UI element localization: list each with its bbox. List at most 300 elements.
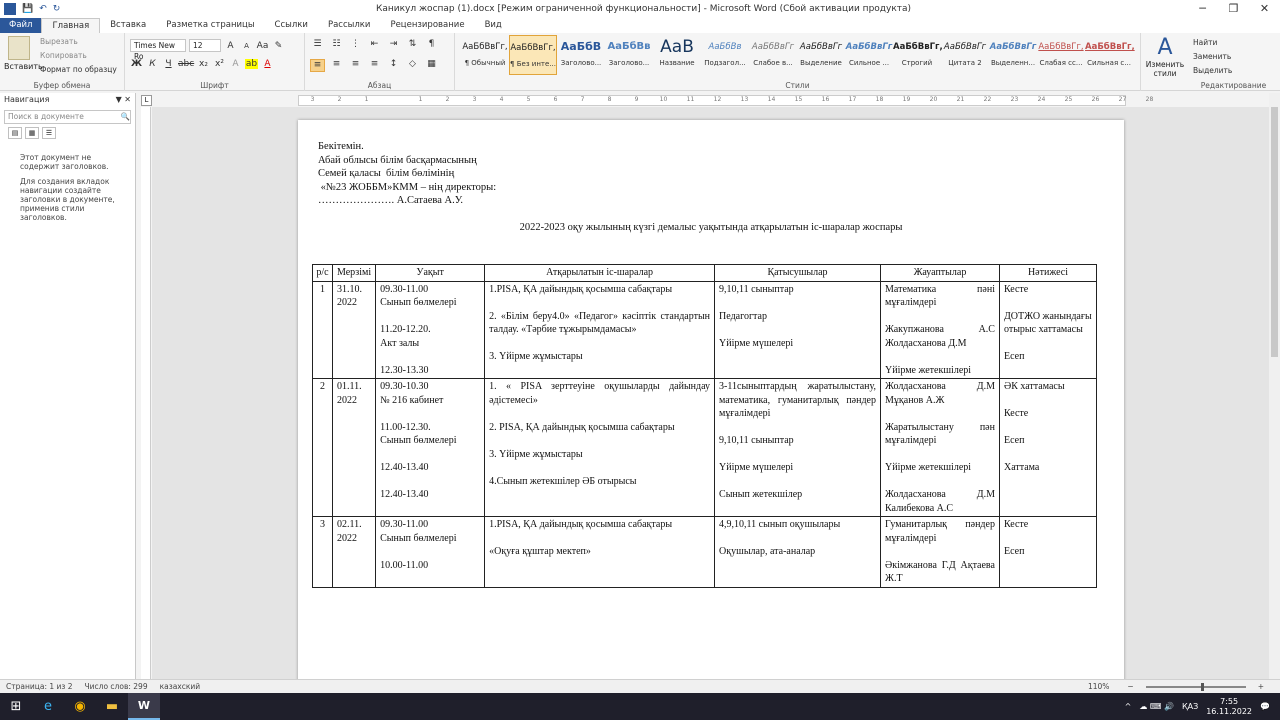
spacer (719, 475, 876, 489)
row-result-cell (999, 379, 1096, 517)
style-name: Выделение (800, 59, 842, 67)
item-responsible: Гуманитарлық пәндер мұғалімдері (885, 519, 995, 544)
strikethrough-button[interactable]: abc (178, 59, 195, 69)
style-name: Строгий (901, 59, 933, 67)
item-place: Сынып бөлмелері (380, 435, 457, 446)
restore-button[interactable]: ❐ (1228, 2, 1239, 15)
ruler-tick: 23 (1010, 96, 1019, 103)
row-responsible-cell (881, 281, 1000, 379)
style-subtitle[interactable] (701, 35, 749, 75)
select-button[interactable]: Выделить (1193, 66, 1233, 75)
ruler-tick: 5 (526, 96, 531, 103)
clock-time: 7:55 (1220, 696, 1239, 706)
decrease-indent-button[interactable]: ⇤ (370, 39, 379, 49)
header-line: «№23 ЖОББМ»КММ – нің директоры: (318, 181, 497, 193)
font-group-label: Шрифт (200, 81, 229, 90)
ruler-tick: 28 (1145, 96, 1154, 103)
item-participants: Үйірме мүшелері (719, 337, 794, 349)
style-quote-2[interactable] (941, 35, 989, 75)
document-page[interactable] (298, 120, 1124, 720)
file-explorer-icon[interactable]: ▬ (105, 699, 119, 714)
navigation-msg-2: Для создания вкладок навигации создайте заголовки в документе, применив стили заголовков. (20, 177, 115, 222)
item-event: 3. Үйірме жұмыстары (489, 351, 583, 362)
style-sample: АаБбВв (708, 42, 742, 52)
style-subtle-reference[interactable] (1037, 35, 1085, 75)
status-bar (0, 679, 1280, 693)
time-block (380, 364, 480, 378)
ruler-tick: 14 (767, 96, 776, 103)
style-intense-reference[interactable] (1085, 35, 1133, 75)
ruler-tick: 25 (1064, 96, 1073, 103)
horizontal-ruler[interactable] (298, 95, 1154, 106)
ruler-tick: 20 (929, 96, 938, 103)
ruler-tick: 21 (956, 96, 965, 103)
zoom-out-button[interactable]: − (1127, 682, 1134, 691)
spacer (489, 434, 710, 448)
row-date-cell: 31.10. 2022 (332, 281, 375, 379)
ruler-tick: 6 (553, 96, 558, 103)
word-count[interactable]: Число слов: 299 (84, 682, 148, 691)
style-title[interactable] (653, 35, 701, 75)
replace-button[interactable]: Заменить (1193, 52, 1232, 61)
row-result-cell (999, 281, 1096, 379)
col-time: Уақыт (376, 265, 485, 282)
item-time: 12.40-13.40 (380, 462, 429, 473)
nav-results-tab-icon[interactable]: ☰ (42, 127, 56, 139)
style-sample: АаБбВвГг, (462, 42, 508, 52)
spacer (719, 296, 876, 310)
item-time: 09.30-11.00 (380, 519, 429, 530)
taskbar (0, 693, 1280, 720)
window-title: Каникул жоспар (1).docx [Режим ограниченной функциональности] - Microsoft Word (Сбой активации продукта) (375, 3, 912, 14)
style-name: Заголово... (560, 59, 602, 67)
row-date-cell: 02.11. 2022 (332, 517, 375, 588)
language-indicator[interactable]: казахский (159, 682, 201, 691)
col-responsible: Жауаптылар (881, 265, 1000, 282)
shading-button[interactable]: ◇ (409, 59, 416, 69)
style-name: Выделенн... (990, 59, 1036, 67)
spacer (1004, 296, 1092, 310)
item-result: ДОТЖО жанындағы отырыс хаттамасы (1003, 310, 1092, 335)
word-taskbar-icon[interactable]: W (128, 693, 160, 720)
style-strong[interactable] (893, 35, 941, 75)
item-responsible: Үйірме жетекшілері (885, 364, 972, 376)
word-app-icon: W (5, 3, 15, 14)
ruler-tick: 12 (713, 96, 722, 103)
bold-button[interactable]: Ж (130, 59, 143, 69)
style-name: Подзагол... (704, 59, 746, 67)
spacer (885, 448, 995, 462)
spacer (380, 407, 480, 421)
chrome-icon[interactable]: ◉ (74, 699, 86, 714)
system-tray (1125, 697, 1280, 717)
ruler-tick: 3 (472, 96, 477, 103)
row-participants-cell (715, 281, 881, 379)
quick-access-toolbar (0, 3, 160, 15)
zoom-level[interactable]: 110% (1087, 682, 1110, 691)
style-name: Цитата 2 (948, 59, 982, 67)
item-result: Кесте (1003, 408, 1029, 419)
spacer (1004, 337, 1092, 351)
item-time: 12.40-13.40 (380, 489, 429, 500)
spacer (489, 532, 710, 546)
redo-icon[interactable]: ↻ (52, 3, 61, 14)
item-time: 11.20-12.20. (380, 324, 431, 335)
ribbon (0, 33, 1280, 91)
spacer (489, 296, 710, 310)
spacer (719, 532, 876, 546)
spacer (1004, 421, 1092, 435)
document-title: 2022-2023 оқу жылының күзгі демалыс уақытында атқарылатын іс-шаралар жоспары (519, 222, 903, 233)
style-name: Слабое в... (753, 59, 793, 67)
tab-mailings[interactable]: Рассылки (327, 20, 371, 30)
item-result: Есеп (1003, 546, 1025, 557)
ruler-tick: 7 (580, 96, 585, 103)
row-responsible-cell (881, 517, 1000, 588)
ruler-tick: 19 (902, 96, 911, 103)
title-bar (0, 0, 1280, 17)
tray-icons[interactable]: ☁ ⌨ 🔊 (1139, 702, 1174, 711)
style-intense-emphasis[interactable] (845, 35, 893, 75)
style-sample: АаВ (660, 37, 694, 57)
subscript-button[interactable]: x₂ (199, 59, 208, 69)
row-time-cell (376, 517, 485, 588)
font-color-button[interactable]: A (264, 59, 271, 69)
search-placeholder: Поиск в документе (8, 112, 84, 121)
item-event: 1. « PISA зерттеуіне оқушыларды дайындау әдістемесі» (489, 381, 711, 406)
style-sample: АаБбВвГг (845, 42, 893, 52)
tab-page-layout[interactable]: Разметка страницы (166, 20, 255, 30)
time-block (380, 518, 480, 545)
navigation-close-icon[interactable]: ✕ (124, 95, 131, 104)
style-sample: АаБбВвГг, (1038, 42, 1084, 52)
item-place: Сынып бөлмелері (380, 297, 457, 308)
table-row (313, 379, 1097, 517)
item-place: Сынып бөлмелері (380, 532, 457, 544)
row-number-cell: 2 (313, 379, 333, 517)
style-name: Название (659, 59, 695, 67)
grow-font-button[interactable]: A (227, 40, 234, 51)
paste-label: Вставить (4, 62, 43, 71)
item-event: 3. Үйірме жұмыстары (489, 448, 583, 460)
style-heading-2[interactable] (605, 35, 653, 75)
style-normal[interactable] (461, 35, 509, 75)
ruler-tick: 11 (686, 96, 695, 103)
ruler-tick: 4 (499, 96, 504, 103)
input-language[interactable]: ҚАЗ (1181, 702, 1199, 711)
tab-references[interactable]: Ссылки (274, 20, 308, 30)
navigation-dropdown-icon[interactable]: ▼ (115, 95, 122, 104)
navigation-title: Навигация (4, 95, 50, 104)
col-events: Атқарылатын іс-шаралар (485, 265, 715, 282)
item-time: 09.30-11.00 (380, 283, 429, 295)
clock-date: 16.11.2022 (1206, 706, 1253, 716)
notifications-icon[interactable]: 💬 (1260, 702, 1270, 711)
item-responsible: Математика пәні мұғалімдері (885, 283, 995, 308)
ruler-tick: 2 (445, 96, 450, 103)
start-icon[interactable]: ⊞ (10, 699, 22, 714)
show-marks-button[interactable]: ¶ (428, 39, 435, 49)
header-line: Семей қаласы білім бөлімінің (318, 168, 455, 179)
header-line: …………………. А.Сатаева А.У. (318, 195, 464, 206)
spacer (380, 545, 480, 559)
item-event: «Оқуға құштар мектеп» (489, 546, 591, 557)
row-participants-cell (715, 517, 881, 588)
style-name: Заголово... (608, 59, 650, 67)
ruler-tick: 15 (794, 96, 803, 103)
item-time: 11.00-12.30. (380, 421, 431, 433)
item-place: Акт залы (380, 337, 420, 349)
item-time: 09.30-10.30 (380, 381, 429, 392)
time-block (380, 380, 480, 407)
ruler-tick: 26 (1091, 96, 1100, 103)
style-no-spacing[interactable] (509, 35, 557, 75)
spacer (380, 350, 480, 364)
ruler-tick: 13 (740, 96, 749, 103)
item-time: 12.30-13.30 (380, 364, 429, 376)
ruler-tick: 9 (634, 96, 639, 103)
item-responsible: Жолдасханова Д.М Калибекова А.С (885, 489, 995, 514)
style-sample: АаБбВвГг, (893, 42, 943, 52)
col-participants: Қатысушылар (715, 265, 881, 282)
time-block (380, 421, 480, 448)
change-case-button[interactable]: Aa (256, 40, 269, 51)
time-block (380, 283, 480, 310)
header-line: Абай облысы білім басқармасының (318, 154, 477, 166)
font-size-select[interactable]: 12 (189, 39, 221, 52)
align-left-button[interactable]: ≡ (310, 59, 325, 72)
clipboard-group (0, 33, 125, 91)
document-area[interactable] (152, 107, 1269, 679)
item-participants: 4,9,10,11 сынып оқушылары (719, 519, 841, 530)
copy-button[interactable]: Копировать (40, 51, 87, 60)
style-sample: АаБбВвГг (799, 42, 843, 52)
item-event: 1.PISA, ҚА дайындық қосымша сабақтары (489, 519, 673, 530)
ruler-tick: 18 (875, 96, 884, 103)
spacer (885, 545, 995, 559)
tab-home[interactable]: Главная (41, 18, 100, 33)
style-sample: АаБбВ (560, 40, 602, 53)
shrink-font-button[interactable]: A (244, 41, 249, 50)
text-effects-button[interactable]: A (232, 59, 239, 69)
style-sample: АаБбВв (607, 41, 651, 52)
item-participants: Үйірме мүшелері (719, 462, 794, 473)
superscript-button[interactable]: x² (215, 59, 224, 69)
numbering-button[interactable]: ☷ (332, 39, 341, 49)
clear-format-icon[interactable]: ✎ (274, 40, 283, 51)
spacer (489, 337, 710, 351)
styles-group-label: Стили (785, 81, 810, 90)
ruler-tick: 24 (1037, 96, 1046, 103)
style-name: Слабая сс... (1039, 59, 1083, 67)
col-date: Мерзімі (332, 265, 375, 282)
style-intense-quote[interactable] (989, 35, 1037, 75)
item-responsible: Жолдасханова Д.М Мұқанов А.Ж (885, 381, 995, 406)
row-number-cell: 1 (313, 281, 333, 379)
navigation-message (0, 139, 135, 222)
editing-buttons (1145, 36, 1232, 78)
item-place: № 216 кабинет (380, 394, 444, 406)
item-result: Кесте (1003, 519, 1029, 530)
vertical-scrollbar[interactable] (1269, 93, 1280, 679)
approval-header (318, 140, 496, 208)
multilevel-list-button[interactable]: ⋮ (351, 39, 360, 49)
ribbon-tabs (0, 17, 1280, 33)
style-subtle-emphasis[interactable] (749, 35, 797, 75)
nav-pages-tab-icon[interactable]: ▦ (25, 127, 39, 139)
item-participants: 9,10,11 сыныптар (719, 283, 794, 295)
align-right-button[interactable]: ≡ (351, 59, 360, 69)
style-sample: АаБбВвГг (751, 42, 795, 52)
table-row (313, 517, 1097, 588)
tab-view[interactable]: Вид (484, 20, 502, 30)
style-name: ¶ Без инте... (510, 60, 556, 68)
justify-button[interactable]: ≡ (370, 59, 379, 69)
table-row (313, 281, 1097, 379)
spacer (380, 475, 480, 489)
undo-icon[interactable]: ↶ (39, 3, 47, 14)
paste-button[interactable] (4, 36, 43, 71)
clipboard-group-label: Буфер обмена (33, 81, 91, 90)
style-name: ¶ Обычный (464, 59, 506, 67)
spacer (1004, 394, 1092, 408)
font-name-select[interactable]: Times New Ro (130, 39, 186, 52)
style-sample: АаБбВвГг, (1085, 42, 1135, 52)
row-participants-cell (715, 379, 881, 517)
find-button[interactable]: Найти (1193, 38, 1218, 47)
spacer (1004, 532, 1092, 546)
spacer (380, 310, 480, 324)
item-participants: Сынып жетекшілер (719, 489, 803, 500)
time-block (380, 461, 480, 475)
header-line: Бекітемін. (318, 141, 364, 152)
ruler-tick: 1 (418, 96, 423, 103)
tab-review[interactable]: Рецензирование (390, 20, 465, 30)
paragraph-group-label: Абзац (367, 81, 392, 90)
close-button[interactable]: ✕ (1259, 2, 1270, 15)
style-emphasis[interactable] (797, 35, 845, 75)
item-responsible: Әкімжанова Г.Д Ақтаева Ж.Т (885, 559, 995, 584)
spacer (1004, 448, 1092, 462)
spacer (719, 421, 876, 435)
clipboard-icon (8, 36, 30, 60)
nav-headings-tab-icon[interactable]: ▤ (8, 127, 22, 139)
item-event: 2. «Білім беру4.0» «Педагог» кәсіптік стандартын талдау. «Тәрбие тұжырымдамасы» (489, 310, 711, 335)
highlight-button[interactable]: ab (245, 59, 258, 69)
col-result: Нәтижесі (999, 265, 1096, 282)
vertical-ruler[interactable] (141, 107, 151, 679)
scrollbar-thumb[interactable] (1271, 107, 1278, 357)
cut-button[interactable]: Вырезать (40, 37, 78, 46)
spacer (885, 475, 995, 489)
spacer (489, 461, 710, 475)
format-painter-button[interactable]: Формат по образцу (40, 65, 117, 74)
row-time-cell (376, 379, 485, 517)
zoom-in-button[interactable]: + (1257, 682, 1264, 691)
minimize-button[interactable]: ─ (1199, 2, 1206, 15)
spacer (719, 448, 876, 462)
item-participants: 3-11сыныптардың жаратылыстану, математика, гуманитарлық пәндер мұғалімдері (719, 381, 876, 419)
ruler-tick: 17 (848, 96, 857, 103)
increase-indent-button[interactable]: ⇥ (389, 39, 398, 49)
item-result: Есеп (1003, 435, 1025, 446)
spacer (380, 448, 480, 462)
italic-button[interactable]: К (149, 59, 156, 69)
time-block (380, 488, 480, 502)
navigation-pane (0, 93, 136, 679)
edge-icon[interactable]: e (44, 699, 52, 714)
ruler-tick: 8 (607, 96, 612, 103)
tab-selector[interactable]: L (141, 95, 152, 106)
ruler-tick: 1 (364, 96, 369, 103)
change-styles-label: Изменить стили (1145, 60, 1185, 78)
row-result-cell (999, 517, 1096, 588)
style-heading-1[interactable] (557, 35, 605, 75)
styles-gallery (461, 35, 1133, 75)
item-event: 2. PISA, ҚА дайындық қосымша сабақтары (489, 421, 675, 433)
style-sample: АаБбВвГг (943, 42, 987, 52)
item-event: 4.Сынып жетекшілер ӘБ отырысы (489, 475, 637, 487)
tab-file[interactable]: Файл (0, 18, 41, 33)
style-sample: АаБбВвГг (989, 42, 1037, 52)
time-block (380, 559, 480, 573)
spacer (489, 407, 710, 421)
item-result: Есеп (1003, 351, 1025, 362)
ruler-tick: 10 (659, 96, 668, 103)
tab-insert[interactable]: Вставка (110, 20, 147, 30)
page-count[interactable]: Страница: 1 из 2 (6, 682, 73, 691)
navigation-msg-1: Этот документ не содержит заголовков. (20, 153, 109, 171)
item-result: ӘК хаттамасы (1003, 381, 1065, 392)
ruler-tick: 27 (1118, 96, 1127, 103)
zoom-slider[interactable] (1146, 686, 1246, 688)
table-header-row (313, 265, 1097, 282)
change-styles-icon: A (1157, 35, 1173, 60)
time-block (380, 323, 480, 350)
item-responsible: Жаратылыстану пән мұғалімдері (885, 421, 995, 446)
tray-expand-icon[interactable]: ^ (1124, 702, 1132, 711)
align-center-button[interactable]: ≡ (332, 59, 341, 69)
navigation-search-input[interactable] (4, 110, 131, 124)
ruler-tick: 3 (310, 96, 315, 103)
ruler-tick: 2 (337, 96, 342, 103)
row-responsible-cell (881, 379, 1000, 517)
bullets-button[interactable]: ☰ (313, 39, 322, 49)
spacer (885, 407, 995, 421)
clock[interactable] (1206, 697, 1252, 717)
row-date-cell: 01.11. 2022 (332, 379, 375, 517)
plan-table[interactable] (312, 264, 1097, 588)
item-result: Кесте (1003, 283, 1029, 295)
ruler-tick: 16 (821, 96, 830, 103)
borders-button[interactable]: ▦ (427, 59, 436, 69)
row-number-cell: 3 (313, 517, 333, 588)
sort-button[interactable]: ⇅ (408, 39, 417, 49)
style-name: Сильное ... (848, 59, 890, 67)
row-time-cell (376, 281, 485, 379)
underline-button[interactable]: Ч (165, 59, 172, 69)
search-icon[interactable]: 🔍 (120, 112, 130, 121)
spacer (719, 323, 876, 337)
item-participants: 9,10,11 сыныптар (719, 435, 794, 446)
line-spacing-button[interactable]: ↕ (389, 59, 398, 69)
editing-group-label: Редактирование (1200, 81, 1267, 90)
row-event-cell (485, 517, 715, 588)
item-responsible: Жакупжанова А.С Жолдасханова Д.М (885, 324, 995, 349)
item-event: 1.PISA, ҚА дайындық қосымша сабақтары (489, 283, 673, 295)
save-icon[interactable]: 💾 (22, 3, 34, 14)
ruler-tick: 22 (983, 96, 992, 103)
